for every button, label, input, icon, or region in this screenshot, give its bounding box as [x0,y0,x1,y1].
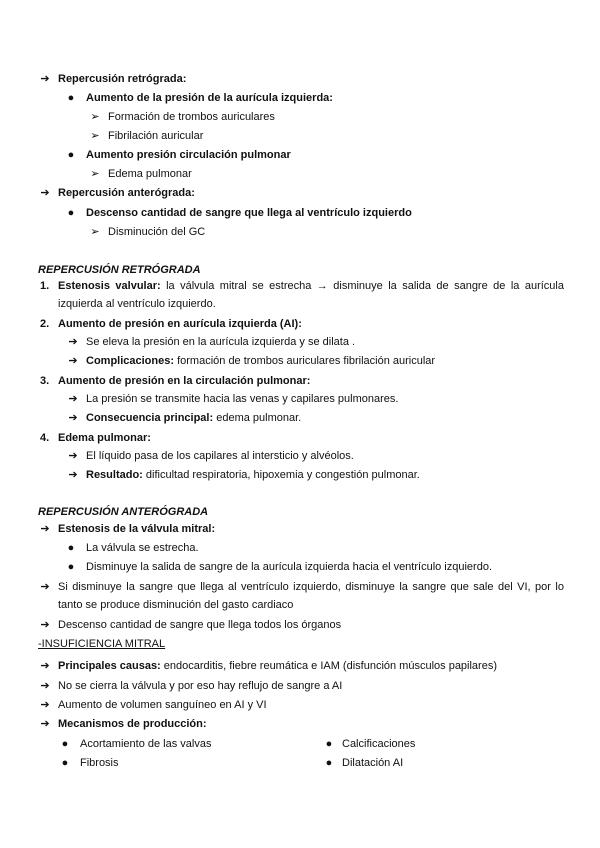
item-bold: Estenosis valvular: [58,280,161,292]
bullet-icon: ● [61,757,69,769]
item-bold: Edema pulmonar: [58,432,151,444]
dot-text: Disminuye la salida de sangre de la aurícula izquierda hacia el ventrículo izquierdo. [86,561,493,573]
bullet-icon: ● [325,757,333,769]
arrow-icon: ➔ [68,450,78,462]
arrow-icon: ➔ [40,581,50,593]
item-bold: Aumento de presión en la circulación pulmonar: [58,375,311,387]
retro-item-text-cont: izquierda al ventrículo izquierdo. [58,298,216,310]
arrow-icon: ➔ [68,355,78,367]
bullet-icon: ● [67,92,75,104]
antero-paragraph-cont: tanto se produce disminución del gasto cardiaco [58,599,294,611]
item-bold: Aumento de presión en aurícula izquierda (AI): [58,318,302,330]
outline-text: Descenso cantidad de sangre que llega al ventrículo izquierdo [86,207,412,219]
outline-text: Repercusión retrógrada: [58,73,187,85]
arrow-icon: ➔ [40,680,50,692]
arrow-icon: ➔ [40,187,50,199]
retro-item-text [58,279,564,293]
causes-bold: Principales causas: [58,660,161,672]
antero-descenso: Descenso cantidad de sangre que llega todos los órganos [58,619,342,631]
sub-plain: formación de trombos auriculares fibrilación auricular [174,355,436,367]
triangle-icon: ➢ [90,130,100,142]
arrow-icon: ➔ [40,619,50,631]
outline-text: Repercusión anterógrada: [58,187,195,199]
antero-paragraph: Si disminuye la sangre que llega al ventrículo izquierdo, disminuye la sangre que sale del VI, por lo [58,581,564,593]
sub-text: El líquido pasa de los capilares al intersticio y alvéolos. [86,450,354,462]
bullet-icon: ● [325,738,333,750]
arrow-icon: ➔ [68,336,78,348]
sub-text: La presión se transmite hacia las venas y capilares pulmonares. [86,393,399,405]
sub-text [86,354,435,368]
triangle-icon: ➢ [90,111,100,123]
bullet-icon: ● [67,149,75,161]
item-number: 4. [40,432,50,444]
antero-stenosis: Estenosis de la válvula mitral: [58,523,216,535]
item-number: 2. [40,318,50,330]
antero-heading: REPERCUSIÓN ANTERÓGRADA [38,506,209,518]
bullet-icon: ● [61,738,69,750]
insuf-volumen: Aumento de volumen sanguíneo en AI y VI [58,699,267,711]
sub-bold: Complicaciones: [86,355,175,367]
insuf-reflujo: No se cierra la válvula y por eso hay reflujo de sangre a AI [58,680,343,692]
item-text: la válvula mitral se estrecha → disminuye la salida de sangre de la aurícula [160,280,564,292]
outline-text: Disminución del GC [108,226,206,238]
sub-plain: dificultad respiratoria, hipoxemia y congestión pulmonar. [142,469,420,481]
insuf-mech: Mecanismos de producción: [58,718,207,730]
item-number: 1. [40,280,50,292]
mech-item: Fibrosis [80,757,119,769]
arrow-icon: ➔ [68,469,78,481]
triangle-icon: ➢ [90,226,100,238]
insuf-heading: -INSUFICIENCIA MITRAL [38,638,166,650]
outline-text: Aumento de la presión de la aurícula izquierda: [86,92,333,104]
arrow-icon: ➔ [68,393,78,405]
outline-text: Edema pulmonar [108,168,192,180]
outline-text: Formación de trombos auriculares [108,111,275,123]
dot-text: La válvula se estrecha. [86,542,199,554]
arrow-icon: ➔ [40,660,50,672]
bullet-icon: ● [67,561,75,573]
bullet-icon: ● [67,542,75,554]
bullet-icon: ● [67,207,75,219]
causes-text: endocarditis, fiebre reumática e IAM (disfunción músculos papilares) [160,660,497,672]
sub-bold: Consecuencia principal: [86,412,214,424]
mech-item: Acortamiento de las valvas [80,738,212,750]
sub-text [86,468,420,482]
mech-item: Dilatación AI [342,757,404,769]
arrow-icon: ➔ [68,412,78,424]
outline-text: Aumento presión circulación pulmonar [86,149,291,161]
arrow-icon: ➔ [40,523,50,535]
triangle-icon: ➢ [90,168,100,180]
arrow-icon: ➔ [40,718,50,730]
sub-text [86,411,301,425]
mech-item: Calcificaciones [342,738,416,750]
retro-heading: REPERCUSIÓN RETRÓGRADA [38,264,201,276]
sub-text: Se eleva la presión en la aurícula izquierda y se dilata . [86,336,356,348]
sub-bold: Resultado: [86,469,143,481]
sub-plain: edema pulmonar. [213,412,302,424]
item-number: 3. [40,375,50,387]
arrow-icon: ➔ [40,73,50,85]
insuf-causes [58,659,497,673]
arrow-icon: ➔ [40,699,50,711]
outline-text: Fibrilación auricular [108,130,204,142]
